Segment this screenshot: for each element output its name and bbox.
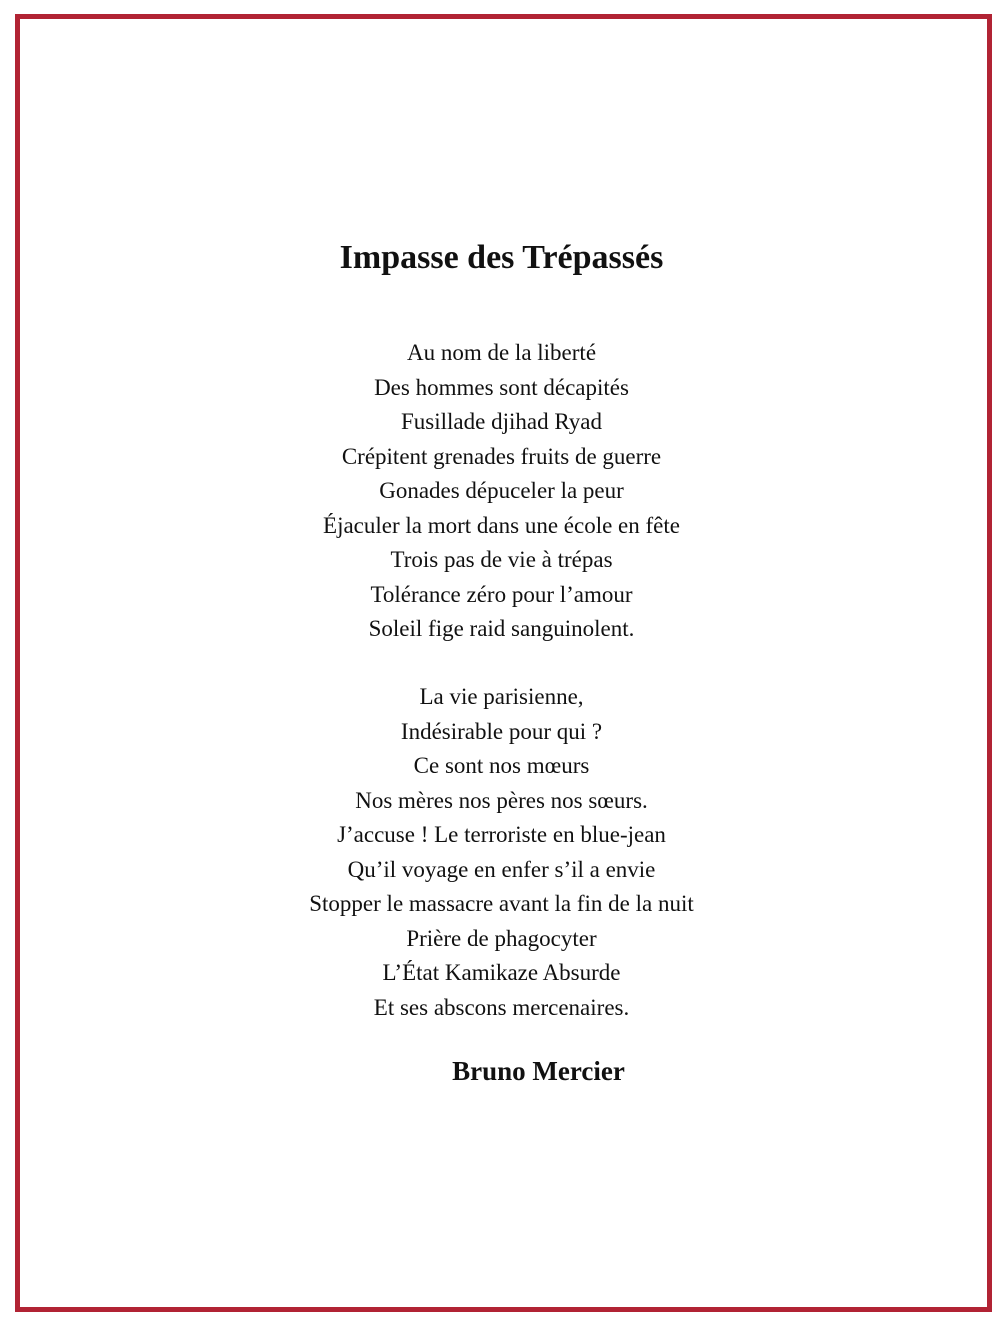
- poem-line: Crépitent grenades fruits de guerre: [341, 443, 662, 469]
- poem-line: Ce sont nos mœurs: [413, 753, 590, 778]
- poem-line: Qu’il voyage en enfer s’il a envie: [347, 856, 656, 882]
- poem-line: Éjaculer la mort dans une école en fête: [323, 512, 680, 538]
- stanza-1: [0, 336, 1003, 647]
- author-signature: Bruno Mercier: [452, 1056, 625, 1086]
- poem-line: Fusillade djihad Ryad: [401, 409, 602, 434]
- poem-line: Des hommes sont décapités: [374, 374, 629, 400]
- poem-line: Gonades dépuceler la peur: [379, 478, 624, 503]
- stanza-2: [0, 680, 1003, 1025]
- poem-line: La vie parisienne,: [419, 684, 584, 709]
- poem-line: Stopper le massacre avant la fin de la nuit: [309, 891, 694, 916]
- page-border: [15, 14, 992, 1312]
- poem-line: L’État Kamikaze Absurde: [382, 960, 621, 985]
- poem-line: Indésirable pour qui ?: [400, 718, 603, 744]
- poem-line: Et ses abscons mercenaires.: [373, 994, 630, 1020]
- poem-line: Trois pas de vie à trépas: [390, 547, 613, 572]
- poem-line: J’accuse ! Le terroriste en blue-jean: [337, 822, 666, 847]
- poem-line: Nos mères nos pères nos sœurs.: [355, 787, 648, 813]
- poem-title: Impasse des Trépassés: [339, 239, 664, 276]
- poem-line: Tolérance zéro pour l’amour: [370, 581, 633, 607]
- poem-line: Prière de phagocyter: [406, 925, 597, 951]
- poem-line: Au nom de la liberté: [406, 340, 597, 365]
- poem-line: Soleil fige raid sanguinolent.: [368, 616, 635, 641]
